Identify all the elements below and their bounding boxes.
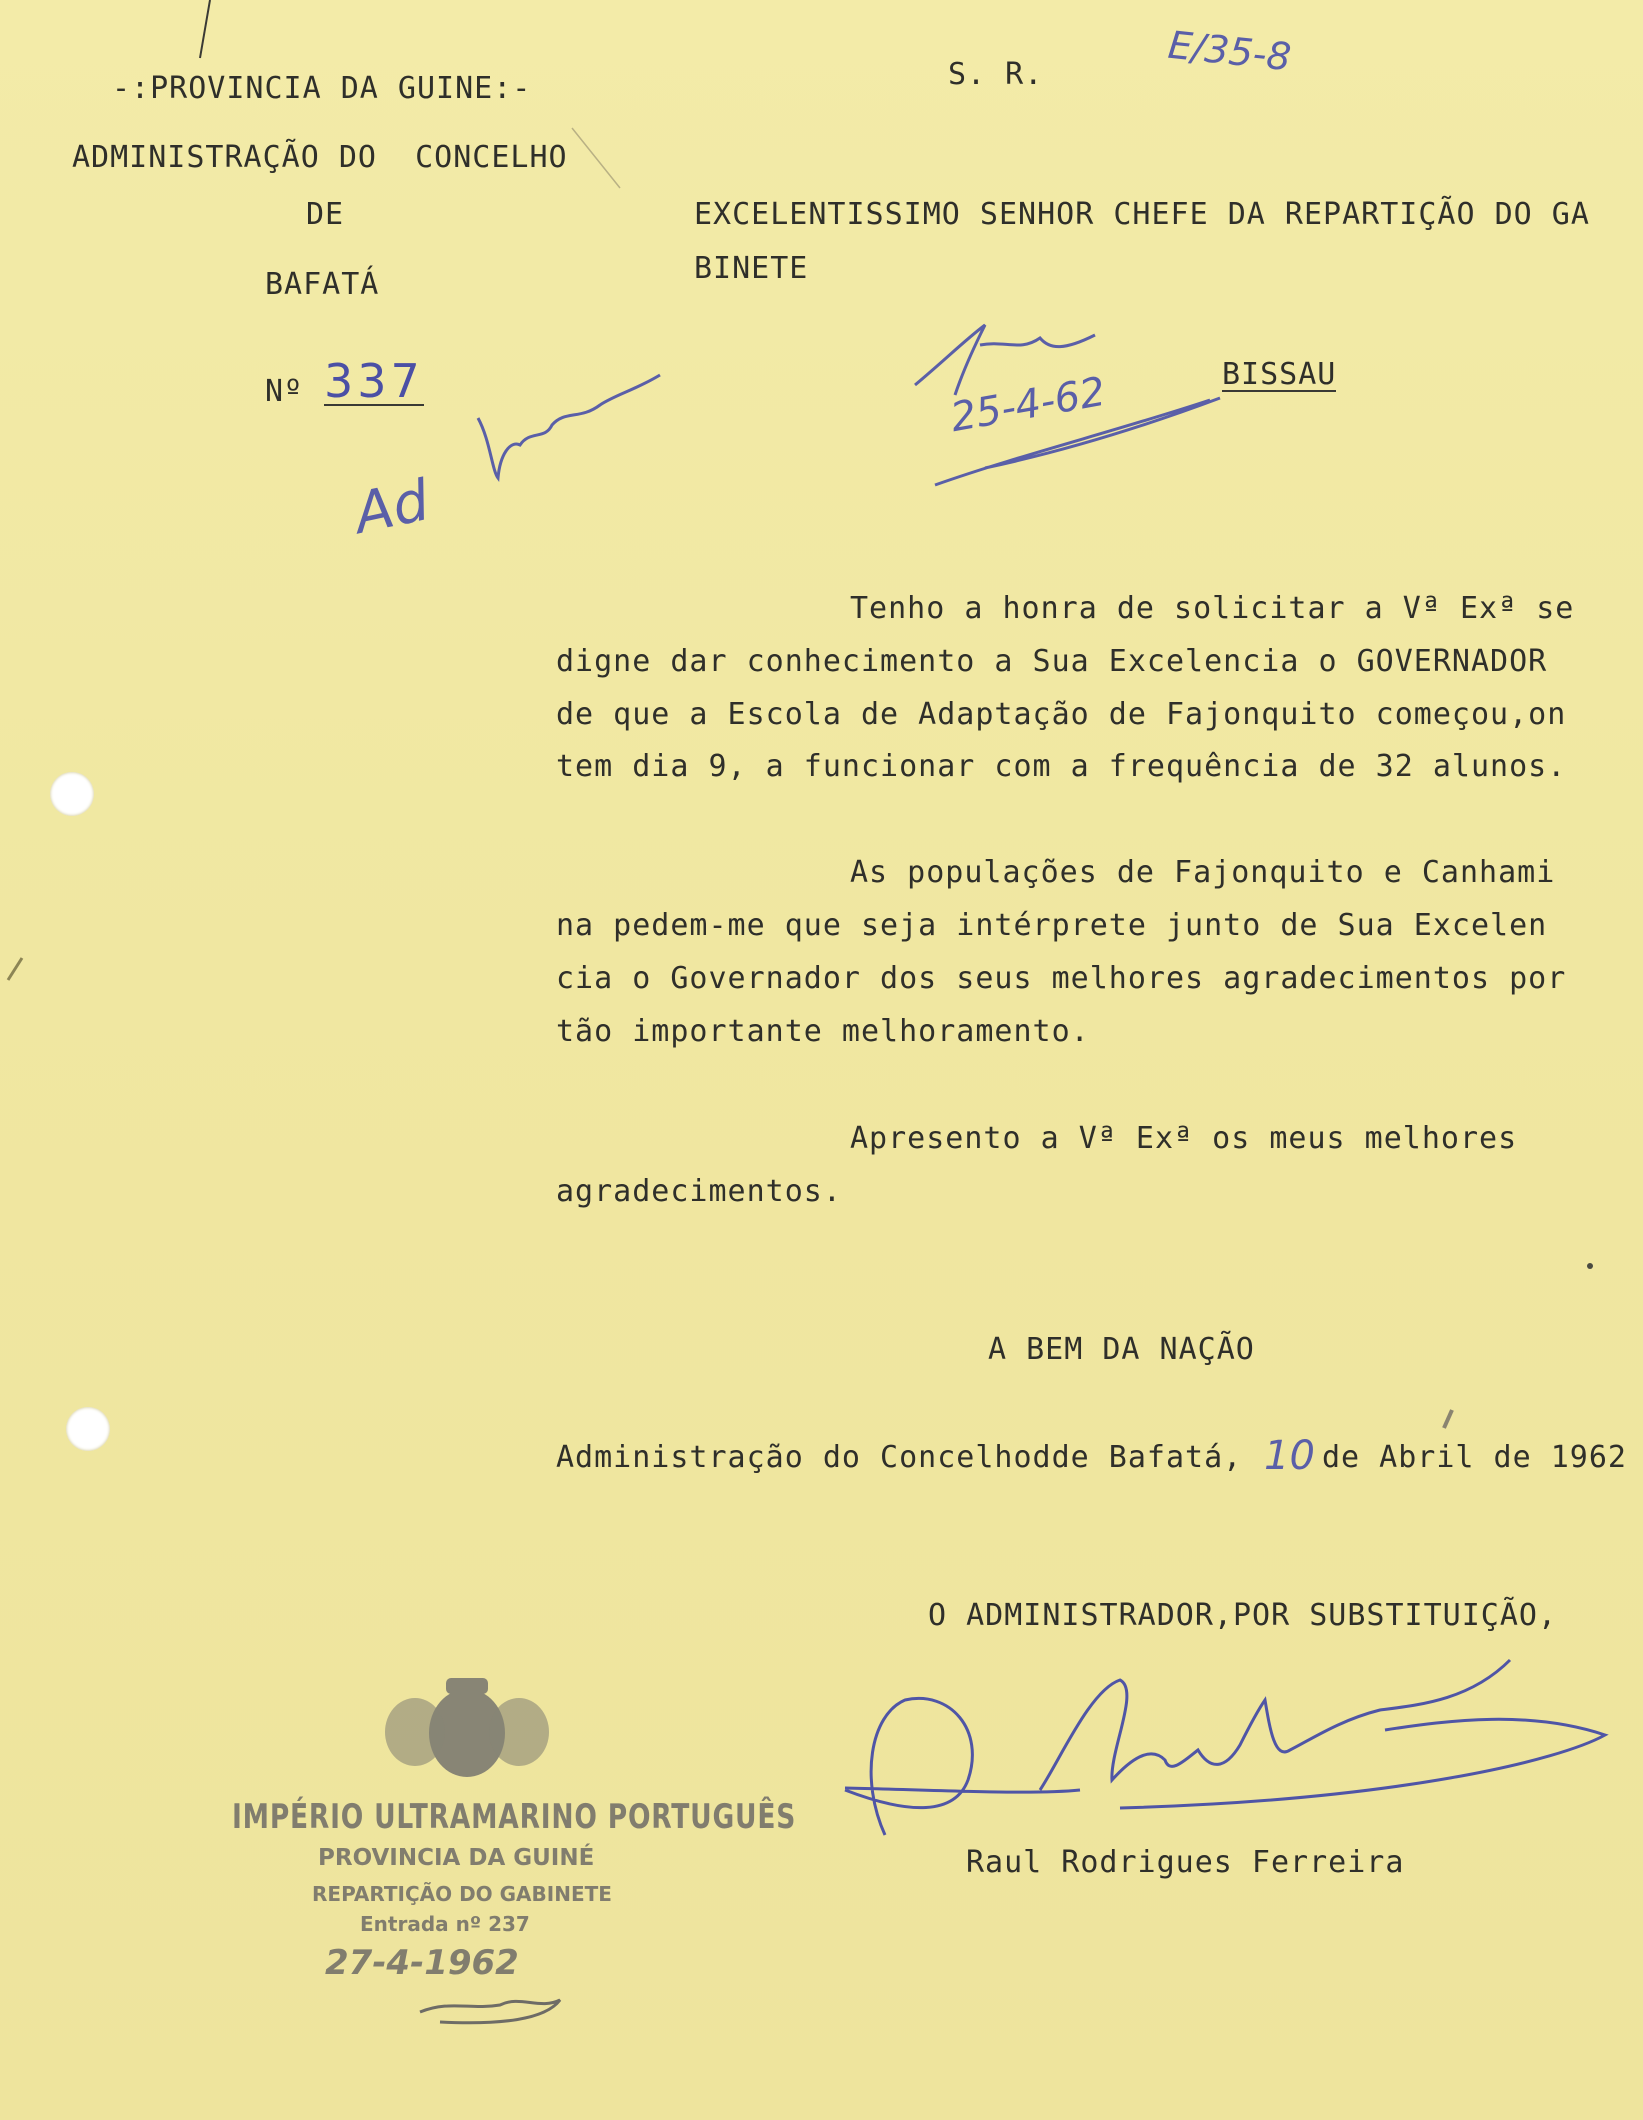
- stamp-line2: PROVINCIA DA GUINÉ: [318, 1845, 595, 1871]
- rubric-strike: [935, 398, 1220, 485]
- left-edge-mark: [8, 958, 22, 980]
- stamp-emblem: [385, 1678, 549, 1777]
- body-p2-line4: tão importante melhoramento.: [556, 1014, 1090, 1049]
- document-number: 337: [324, 354, 424, 408]
- admin-heading-line2: DE: [306, 197, 345, 232]
- signatory-title: O ADMINISTRADOR,POR SUBSTITUIÇÃO,: [928, 1598, 1558, 1633]
- body-p1-line1: Tenho a honra de solicitar a Vª Exª se: [850, 591, 1575, 626]
- place-date-suffix: de Abril de 1962: [1322, 1440, 1627, 1475]
- admin-heading-line1: ADMINISTRAÇÃO DO CONCELHO: [72, 140, 568, 175]
- top-edge-mark: [200, 0, 210, 58]
- ink-dot: [1587, 1263, 1593, 1269]
- received-date-note: 25-4-62: [947, 368, 1109, 442]
- body-p2-line3: cia o Governador dos seus melhores agradecimentos por: [556, 961, 1567, 996]
- body-p2-line1: As populações de Fajonquito e Canhami: [850, 855, 1556, 890]
- province-heading: -:PROVINCIA DA GUINE:-: [112, 71, 532, 106]
- fold-mark: [572, 128, 620, 188]
- place-date-prefix: Administração do Concelhodde Bafatá,: [556, 1440, 1243, 1475]
- pencil-tick: [1444, 1410, 1452, 1428]
- stamp-emblem-right: [489, 1698, 549, 1766]
- stamp-line3: REPARTIÇÃO DO GABINETE: [312, 1882, 612, 1906]
- stamp-line5: 27-4-1962: [325, 1943, 519, 1983]
- body-p3-line1: Apresento a Vª Exª os meus melhores: [850, 1121, 1518, 1156]
- addressee-city: BISSAU: [1222, 357, 1337, 392]
- admin-heading-line3: BAFATÁ: [265, 267, 380, 302]
- rubric-initial: [915, 325, 1095, 395]
- margin-note: Ad: [348, 468, 435, 547]
- margin-scribble: [478, 375, 660, 478]
- file-reference: E/35-8: [1166, 22, 1294, 80]
- stamp-line4: Entrada nº 237: [360, 1912, 530, 1936]
- handwritten-day: 10: [1264, 1433, 1315, 1479]
- stamp-emblem-crown: [446, 1678, 488, 1694]
- addressee-line2: BINETE: [694, 251, 809, 286]
- body-p2-line2: na pedem-me que seja intérprete junto de Sua Excelen: [556, 908, 1548, 943]
- body-p3-line2: agradecimentos.: [556, 1174, 842, 1209]
- stamp-line1: IMPÉRIO ULTRAMARINO PORTUGUÊS: [232, 1797, 797, 1837]
- addressee-line1: EXCELENTISSIMO SENHOR CHEFE DA REPARTIÇÃO DO GA: [694, 197, 1590, 232]
- motto: A BEM DA NAÇÃO: [988, 1332, 1255, 1367]
- number-label: Nº: [265, 374, 304, 409]
- sr-mark: S. R.: [948, 57, 1044, 92]
- signatory-name: Raul Rodrigues Ferreira: [966, 1845, 1405, 1880]
- body-p1-line2: digne dar conhecimento a Sua Excelencia o GOVERNADOR: [556, 644, 1548, 679]
- body-p1-line3: de que a Escola de Adaptação de Fajonquito começou,on: [556, 697, 1567, 732]
- stamp-scribble: [420, 2000, 560, 2023]
- signature: [845, 1660, 1605, 1835]
- stamp-emblem-left: [385, 1698, 445, 1766]
- body-p1-line4: tem dia 9, a funcionar com a frequência de 32 alunos.: [556, 749, 1567, 784]
